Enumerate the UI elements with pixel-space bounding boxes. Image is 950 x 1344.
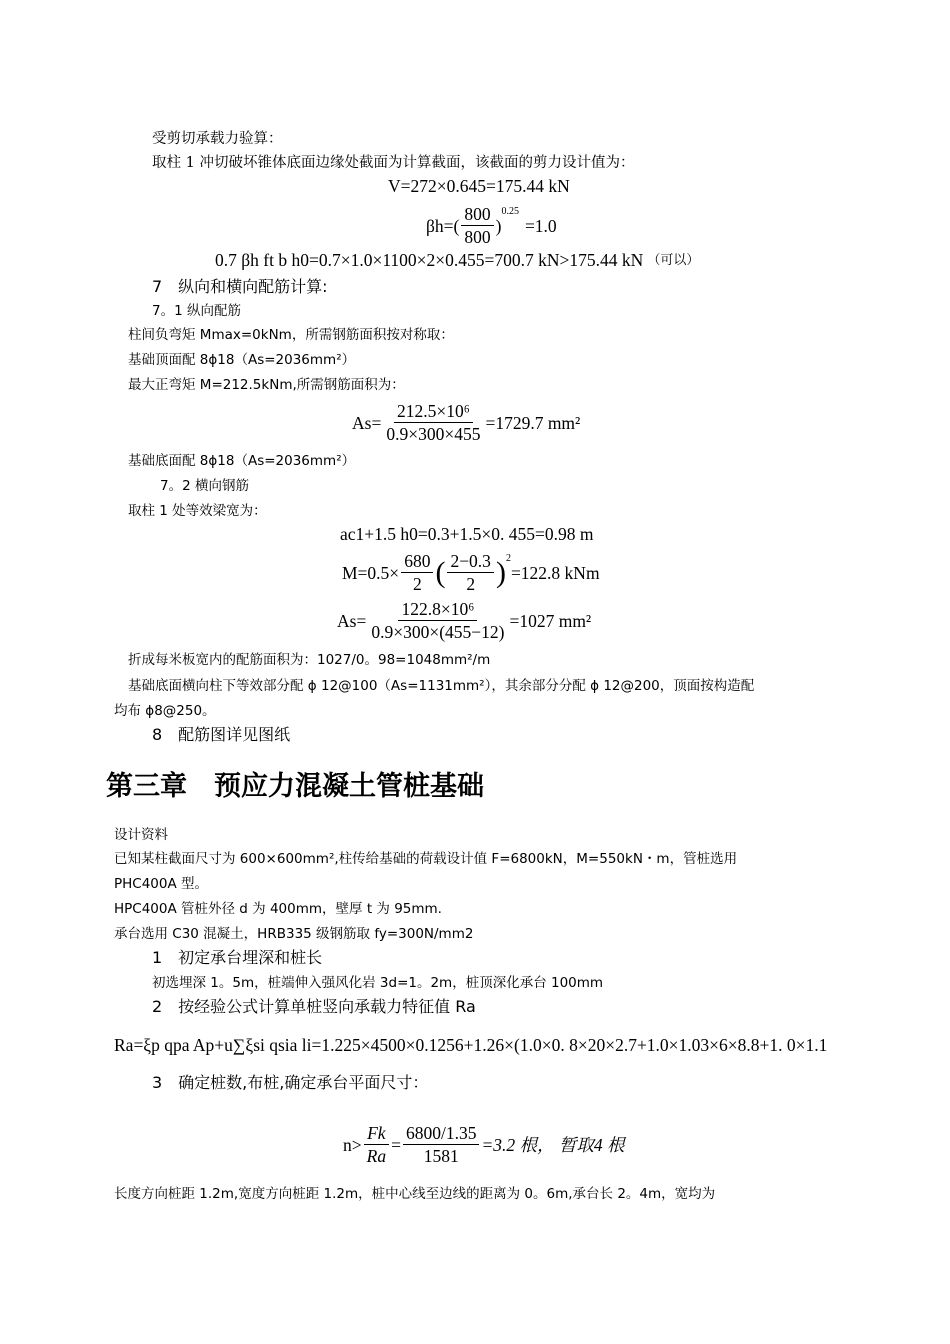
equation-pile-count: n> $\frac{Fk}{Ra}$ = $\frac{6800/1.35}{1581}$ =3.2 根， 暂取4 根 [343,1123,625,1166]
subsection-heading: 7。2 横向钢筋 [160,478,249,494]
text-line: 基础顶面配 8ɸ18（As=2036mm²） [128,352,356,368]
equation-beta: βh=( $\frac{800}{800}$ ) $^{0.25}$ =1.0 [426,204,557,247]
text-line: PHC400A 型。 [114,876,209,892]
equation-shear-force: V=272×0.645=175.44 kN [388,176,570,196]
text-line: 设计资料 [114,827,168,843]
equation-moment: M=0.5× $\frac{680}{2}$ ( $\frac{2-0.3}{2}$ ) $^2$ =122.8 kNm [342,551,600,594]
text-line: 柱间负弯矩 Mmax=0kNm，所需钢筋面积按对称取： [128,327,454,343]
text-line: 均布 ɸ8@250。 [114,703,216,719]
text-line: 基础底面配 8ɸ18（As=2036mm²） [128,453,356,469]
section-heading: 1 初定承台埋深和桩长 [152,948,323,967]
equation-as-longitudinal: As= $\frac{\text{212.5×10⁶}}{0.9\times 300\times 455}$ =1729.7 mm² [352,401,581,444]
equation-pile-capacity: Ra=ξp qpa Ap+u∑ξsi qsia li=1.225×4500×0.1256+1.26×(1.0×0. 8×20×2.7+1.0×1.03×6×8.8+1. 0×1.1 [114,1035,828,1055]
text-line: HPC400A 管桩外径 d 为 400mm，壁厚 t 为 95mm. [114,901,442,917]
text-line: 基础底面横向柱下等效部分配 ɸ 12@100（As=1131mm²），其余部分分配 ɸ 12@200，顶面按构造配 [128,678,755,694]
text-line: 取柱 1 处等效梁宽为： [128,503,267,519]
text-line: 受剪切承载力验算： [152,131,283,147]
text-line: 取柱 1 冲切破坏锥体底面边缘处截面为计算截面，该截面的剪力设计值为： [152,155,635,171]
section-heading: 7 纵向和横向配筋计算: [152,277,328,296]
section-heading: 3 确定桩数,布桩,确定承台平面尺寸： [152,1073,429,1092]
text-line: 承台选用 C30 混凝土，HRB335 级钢筋取 fy=300N/mm2 [114,926,474,942]
equation-as-transverse: As= $\frac{\text{122.8×10⁶}}{0.9\times 300\times(455-12)}$ =1027 mm² [337,599,592,642]
equation-shear-check: 0.7 βh ft b h0=0.7×1.0×1100×2×0.455=700.7 kN>175.44 kN （可以） [215,250,700,270]
text-line: 初选埋深 1。5m，桩端伸入强风化岩 3d=1。2m，桩顶深化承台 100mm [152,975,604,991]
subsection-heading: 7。1 纵向配筋 [152,303,241,319]
text-line: 长度方向桩距 1.2m,宽度方向桩距 1.2m，桩中心线至边线的距离为 0。6m,承台长 2。4m，宽均为 [114,1186,716,1202]
text-line: 最大正弯矩 M=212.5kNm,所需钢筋面积为： [128,377,405,393]
text-line: 折成每米板宽内的配筋面积为：1027/0。98=1048mm²/m [128,652,491,668]
chapter-title: 第三章 预应力混凝土管桩基础 [106,771,484,802]
section-heading: 8 配筋图详见图纸 [152,725,291,744]
equation-beam-width: ac1+1.5 h0=0.3+1.5×0. 455=0.98 m [340,524,594,544]
text-line: 已知某柱截面尺寸为 600×600mm²,柱传给基础的荷载设计值 F=6800kN，M=550kN・m，管桩选用 [114,851,738,867]
section-heading: 2 按经验公式计算单桩竖向承载力特征值 Ra [152,997,476,1016]
